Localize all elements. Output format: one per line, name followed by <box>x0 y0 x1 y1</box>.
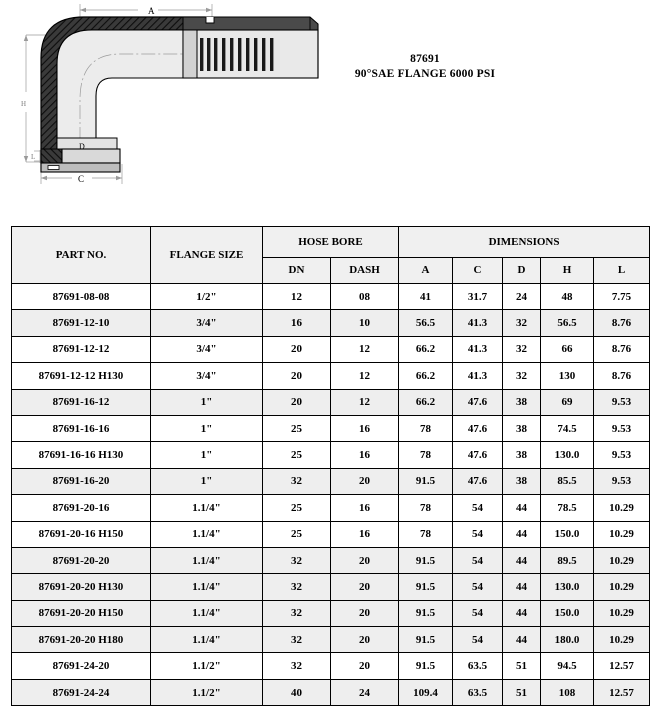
cell-a: 91.5 <box>399 468 453 494</box>
cell-part-no: 87691-12-12 <box>12 336 151 362</box>
cell-dash: 16 <box>331 442 399 468</box>
cell-d: 51 <box>503 653 541 679</box>
header-dimensions: DIMENSIONS <box>399 227 650 258</box>
cell-l: 9.53 <box>594 415 650 441</box>
header-hose-bore: HOSE BORE <box>263 227 399 258</box>
cell-part-no: 87691-16-16 <box>12 415 151 441</box>
cell-d: 32 <box>503 336 541 362</box>
cell-dash: 20 <box>331 468 399 494</box>
cell-part-no: 87691-20-20 H150 <box>12 600 151 626</box>
table-row <box>12 468 650 494</box>
label-h: H <box>21 100 27 108</box>
cell-a: 91.5 <box>399 574 453 600</box>
header-d: D <box>503 258 541 284</box>
cell-dn: 32 <box>263 574 331 600</box>
cell-dash: 20 <box>331 627 399 653</box>
cell-c: 63.5 <box>453 653 503 679</box>
cell-c: 63.5 <box>453 679 503 705</box>
cell-dash: 16 <box>331 495 399 521</box>
cell-dn: 32 <box>263 627 331 653</box>
table-row <box>12 284 650 310</box>
cell-l: 9.53 <box>594 468 650 494</box>
cell-h: 94.5 <box>541 653 594 679</box>
cell-h: 56.5 <box>541 310 594 336</box>
cell-flange-size: 1.1/2" <box>151 679 263 705</box>
cell-d: 38 <box>503 415 541 441</box>
product-code: 87691 <box>410 53 440 65</box>
cell-part-no: 87691-24-20 <box>12 653 151 679</box>
hose-barb-shank <box>183 17 318 78</box>
cell-l: 10.29 <box>594 521 650 547</box>
cell-h: 48 <box>541 284 594 310</box>
table-row <box>12 415 650 441</box>
label-c: C <box>78 174 85 184</box>
cell-part-no: 87691-20-16 H150 <box>12 521 151 547</box>
cell-l: 10.29 <box>594 574 650 600</box>
cell-l: 7.75 <box>594 284 650 310</box>
cell-l: 12.57 <box>594 653 650 679</box>
cell-dn: 25 <box>263 521 331 547</box>
table-row <box>12 363 650 389</box>
cell-flange-size: 3/4" <box>151 363 263 389</box>
header-h: H <box>541 258 594 284</box>
cell-dn: 32 <box>263 547 331 573</box>
cell-a: 41 <box>399 284 453 310</box>
header-l: L <box>594 258 650 284</box>
cell-dash: 12 <box>331 363 399 389</box>
cell-c: 47.6 <box>453 468 503 494</box>
cell-c: 54 <box>453 600 503 626</box>
cell-flange-size: 1.1/4" <box>151 574 263 600</box>
cell-a: 78 <box>399 521 453 547</box>
cell-a: 66.2 <box>399 389 453 415</box>
table-row <box>12 679 650 705</box>
cell-h: 180.0 <box>541 627 594 653</box>
cell-a: 66.2 <box>399 363 453 389</box>
cell-l: 10.29 <box>594 627 650 653</box>
cell-dn: 25 <box>263 415 331 441</box>
cell-dn: 12 <box>263 284 331 310</box>
cell-flange-size: 3/4" <box>151 310 263 336</box>
cell-dn: 32 <box>263 653 331 679</box>
cell-dash: 20 <box>331 600 399 626</box>
cell-flange-size: 1/2" <box>151 284 263 310</box>
header-flange-size: FLANGE SIZE <box>151 227 263 284</box>
cell-dash: 20 <box>331 547 399 573</box>
cell-l: 8.76 <box>594 363 650 389</box>
label-a: A <box>148 6 155 16</box>
table-row <box>12 336 650 362</box>
cell-h: 130 <box>541 363 594 389</box>
table-header <box>12 227 650 284</box>
cell-dn: 20 <box>263 389 331 415</box>
header-a: A <box>399 258 453 284</box>
cell-h: 150.0 <box>541 521 594 547</box>
cell-c: 41.3 <box>453 363 503 389</box>
cell-flange-size: 1.1/4" <box>151 627 263 653</box>
cell-d: 38 <box>503 442 541 468</box>
header-dn: DN <box>263 258 331 284</box>
cell-l: 8.76 <box>594 310 650 336</box>
cell-h: 66 <box>541 336 594 362</box>
cell-flange-size: 1" <box>151 389 263 415</box>
cell-l: 10.29 <box>594 547 650 573</box>
cell-h: 130.0 <box>541 442 594 468</box>
header-part-no: PART NO. <box>12 227 151 284</box>
table-body <box>12 284 650 706</box>
cell-dash: 20 <box>331 574 399 600</box>
header-area <box>0 0 653 205</box>
label-d: D <box>79 142 85 151</box>
cell-l: 10.29 <box>594 600 650 626</box>
cell-flange-size: 1.1/4" <box>151 521 263 547</box>
cell-flange-size: 1.1/4" <box>151 495 263 521</box>
cell-d: 32 <box>503 310 541 336</box>
cell-d: 44 <box>503 574 541 600</box>
header-c: C <box>453 258 503 284</box>
cell-dash: 16 <box>331 521 399 547</box>
specification-table-container <box>11 226 634 706</box>
cell-part-no: 87691-08-08 <box>12 284 151 310</box>
cell-c: 41.3 <box>453 336 503 362</box>
cell-dn: 20 <box>263 363 331 389</box>
cell-h: 108 <box>541 679 594 705</box>
cell-l: 9.53 <box>594 389 650 415</box>
cell-part-no: 87691-12-12 H130 <box>12 363 151 389</box>
table-row <box>12 389 650 415</box>
cell-a: 91.5 <box>399 547 453 573</box>
table-row <box>12 310 650 336</box>
specification-table <box>11 226 650 706</box>
cell-h: 89.5 <box>541 547 594 573</box>
cell-part-no: 87691-16-20 <box>12 468 151 494</box>
table-row <box>12 521 650 547</box>
table-row <box>12 442 650 468</box>
cell-a: 78 <box>399 415 453 441</box>
cell-d: 38 <box>503 389 541 415</box>
cell-part-no: 87691-20-20 H130 <box>12 574 151 600</box>
cell-d: 44 <box>503 495 541 521</box>
cell-a: 66.2 <box>399 336 453 362</box>
cell-c: 54 <box>453 574 503 600</box>
table-row <box>12 547 650 573</box>
cell-l: 9.53 <box>594 442 650 468</box>
cell-part-no: 87691-12-10 <box>12 310 151 336</box>
cell-part-no: 87691-24-24 <box>12 679 151 705</box>
cell-flange-size: 1" <box>151 442 263 468</box>
cell-a: 91.5 <box>399 627 453 653</box>
table-row <box>12 653 650 679</box>
product-description: 90°SAE FLANGE 6000 PSI <box>354 68 496 81</box>
cell-d: 44 <box>503 521 541 547</box>
cell-a: 91.5 <box>399 600 453 626</box>
cell-c: 47.6 <box>453 442 503 468</box>
cell-h: 78.5 <box>541 495 594 521</box>
cell-dn: 40 <box>263 679 331 705</box>
cell-part-no: 87691-20-20 <box>12 547 151 573</box>
cell-part-no: 87691-16-16 H130 <box>12 442 151 468</box>
cell-flange-size: 1.1/2" <box>151 653 263 679</box>
cell-d: 51 <box>503 679 541 705</box>
cell-c: 54 <box>453 495 503 521</box>
cell-dash: 08 <box>331 284 399 310</box>
cell-d: 44 <box>503 547 541 573</box>
cell-d: 44 <box>503 627 541 653</box>
cell-dash: 10 <box>331 310 399 336</box>
label-l: L <box>31 153 36 161</box>
cell-flange-size: 1" <box>151 468 263 494</box>
cell-c: 54 <box>453 521 503 547</box>
cell-flange-size: 1.1/4" <box>151 600 263 626</box>
cell-d: 38 <box>503 468 541 494</box>
cell-c: 47.6 <box>453 389 503 415</box>
cell-dn: 25 <box>263 495 331 521</box>
cell-a: 109.4 <box>399 679 453 705</box>
table-row <box>12 600 650 626</box>
cell-a: 78 <box>399 442 453 468</box>
cell-h: 69 <box>541 389 594 415</box>
cell-part-no: 87691-16-12 <box>12 389 151 415</box>
cell-a: 78 <box>399 495 453 521</box>
cell-dn: 32 <box>263 600 331 626</box>
title-block <box>310 52 540 82</box>
cell-h: 150.0 <box>541 600 594 626</box>
cell-c: 47.6 <box>453 415 503 441</box>
cell-dn: 25 <box>263 442 331 468</box>
cell-h: 130.0 <box>541 574 594 600</box>
cell-dn: 16 <box>263 310 331 336</box>
cell-dash: 12 <box>331 389 399 415</box>
table-row <box>12 495 650 521</box>
cell-l: 8.76 <box>594 336 650 362</box>
table-row <box>12 627 650 653</box>
cell-dash: 24 <box>331 679 399 705</box>
cell-d: 32 <box>503 363 541 389</box>
cell-part-no: 87691-20-20 H180 <box>12 627 151 653</box>
cell-c: 31.7 <box>453 284 503 310</box>
cell-l: 12.57 <box>594 679 650 705</box>
cell-part-no: 87691-20-16 <box>12 495 151 521</box>
cell-d: 24 <box>503 284 541 310</box>
cell-dash: 20 <box>331 653 399 679</box>
cell-dn: 32 <box>263 468 331 494</box>
cell-dn: 20 <box>263 336 331 362</box>
cell-h: 74.5 <box>541 415 594 441</box>
cell-c: 41.3 <box>453 310 503 336</box>
header-dash: DASH <box>331 258 399 284</box>
cell-flange-size: 3/4" <box>151 336 263 362</box>
cell-l: 10.29 <box>594 495 650 521</box>
cell-a: 56.5 <box>399 310 453 336</box>
cell-flange-size: 1.1/4" <box>151 547 263 573</box>
cell-c: 54 <box>453 627 503 653</box>
cell-c: 54 <box>453 547 503 573</box>
cell-dash: 16 <box>331 415 399 441</box>
cell-dash: 12 <box>331 336 399 362</box>
cell-h: 85.5 <box>541 468 594 494</box>
table-row <box>12 574 650 600</box>
cell-d: 44 <box>503 600 541 626</box>
cell-a: 91.5 <box>399 653 453 679</box>
fitting-technical-drawing <box>0 0 330 200</box>
cell-flange-size: 1" <box>151 415 263 441</box>
